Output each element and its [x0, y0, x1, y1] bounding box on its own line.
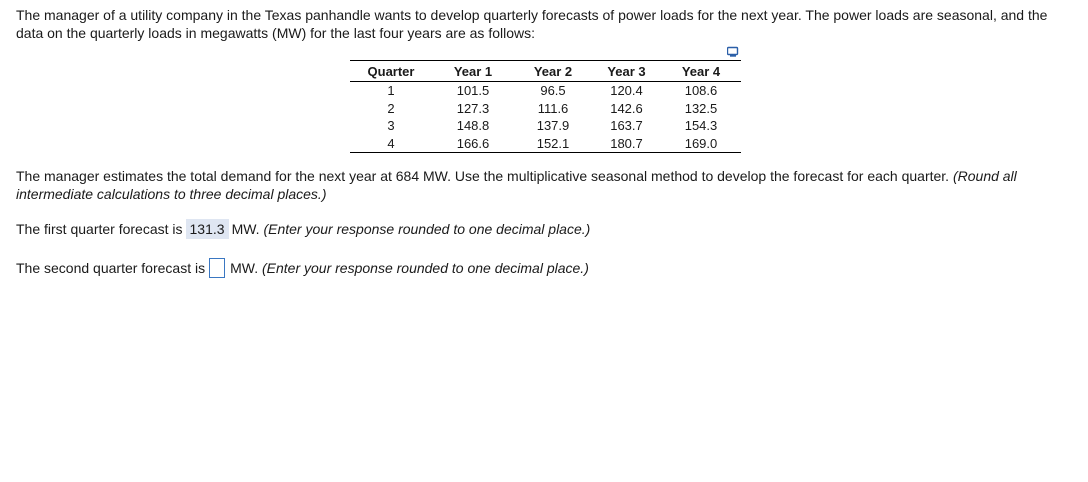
table-header-row	[350, 61, 741, 82]
header-year-4: Year 4	[661, 61, 741, 82]
table-row	[350, 117, 741, 135]
q2-answer-input[interactable]	[209, 258, 225, 278]
q2-unit: MW.	[230, 260, 259, 276]
header-year-2: Year 2	[514, 61, 592, 82]
table-cell: 2	[387, 100, 395, 116]
table-cell: 137.9	[536, 118, 570, 134]
table-row	[350, 100, 741, 118]
table-cell: 180.7	[592, 135, 661, 153]
table-row	[350, 135, 741, 153]
q1-unit: MW.	[231, 221, 260, 237]
table-cell: 111.6	[537, 100, 569, 116]
table-cell: 1	[387, 83, 395, 99]
question-second-quarter	[16, 258, 589, 278]
power-loads-table	[350, 60, 741, 153]
q2-prefix: The second quarter forecast is	[16, 260, 206, 276]
table-cell: 108.6	[684, 83, 718, 99]
table-cell: 142.6	[610, 100, 643, 116]
table-cell: 169.0	[661, 135, 741, 153]
copy-table-icon[interactable]	[727, 46, 739, 58]
table-cell: 96.5	[540, 83, 566, 99]
table-cell: 101.5	[456, 83, 490, 99]
estimate-text: The manager estimates the total demand for the next year at 684 MW. Use the multiplicative seasonal method to develop the forecast for each quarter.	[16, 168, 950, 184]
problem-intro: The manager of a utility company in the Texas panhandle wants to develop quarterly forecasts of power loads for the next year. The power loads are seasonal, and the data on the quarterly loads in megawatts (MW) for the last four years are as follows:	[16, 7, 1048, 41]
table-cell: 120.4	[610, 83, 643, 99]
q1-note: (Enter your response rounded to one decimal place.)	[263, 221, 591, 237]
q2-note: (Enter your response rounded to one decimal place.)	[262, 260, 589, 276]
table-cell: 132.5	[684, 100, 718, 116]
table-cell: 154.3	[684, 118, 718, 134]
estimate-paragraph	[16, 167, 1056, 203]
header-quarter: Quarter	[350, 61, 432, 82]
table-cell: 152.1	[514, 135, 592, 153]
table-cell: 127.3	[456, 100, 490, 116]
question-first-quarter	[16, 219, 590, 239]
header-year-3: Year 3	[592, 61, 661, 82]
header-year-1: Year 1	[432, 61, 514, 82]
table-row	[350, 82, 741, 100]
table-cell: 163.7	[610, 118, 643, 134]
table-cell: 148.8	[456, 118, 490, 134]
table-cell: 3	[387, 118, 395, 134]
table-cell: 4	[350, 135, 432, 153]
q1-answer[interactable]: 131.3	[186, 219, 229, 239]
rounding-note: (Round all intermediate calculations to three decimal places.)	[16, 168, 1017, 202]
q1-prefix: The first quarter forecast is	[16, 221, 183, 237]
table-cell: 166.6	[432, 135, 514, 153]
